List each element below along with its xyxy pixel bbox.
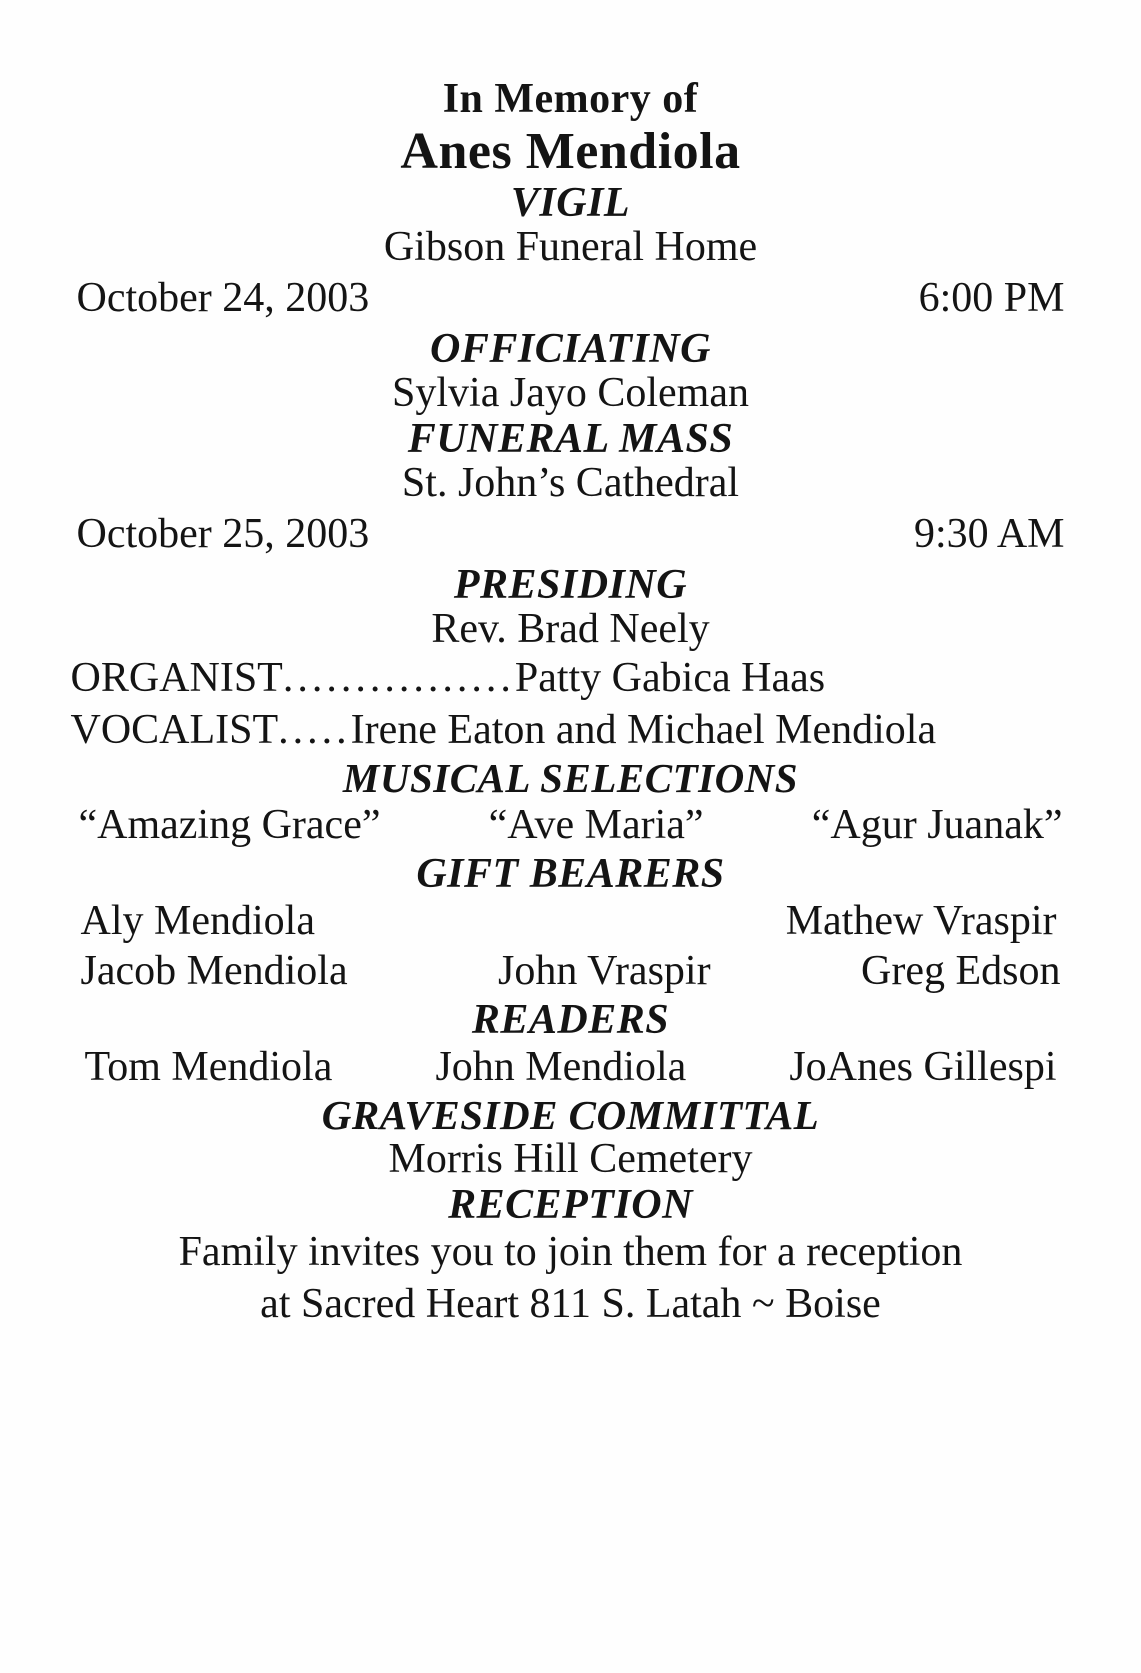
musical-selections-heading: MUSICAL SELECTIONS bbox=[342, 755, 799, 801]
vigil-heading: VIGIL bbox=[510, 180, 631, 226]
in-memory-of-heading: In Memory of bbox=[442, 76, 699, 122]
funeral-mass-location: St. John’s Cathedral bbox=[401, 460, 740, 506]
organist-row bbox=[71, 654, 1071, 702]
graveside-committal-heading: GRAVESIDE COMMITTAL bbox=[321, 1092, 820, 1138]
funeral-mass-date: October 25, 2003 bbox=[76, 511, 370, 557]
gift-bearer-name: Mathew Vraspir bbox=[785, 898, 1057, 944]
organist-dots: ................ bbox=[282, 655, 515, 701]
musical-selection-item: “Agur Juanak” bbox=[811, 802, 1063, 848]
vocalist-dots: ..... bbox=[278, 707, 351, 753]
gift-bearers-list bbox=[71, 897, 1071, 995]
program-content bbox=[71, 0, 1071, 1329]
musical-selection-item: “Amazing Grace” bbox=[78, 802, 381, 848]
vigil-location: Gibson Funeral Home bbox=[383, 224, 758, 270]
musical-selections-list bbox=[71, 801, 1071, 849]
funeral-mass-time: 9:30 AM bbox=[913, 511, 1065, 557]
gift-bearer-name: Greg Edson bbox=[861, 948, 1061, 994]
officiating-heading: OFFICIATING bbox=[430, 326, 711, 372]
gift-bearer-name: John Vraspir bbox=[498, 948, 711, 994]
reader-name: John Mendiola bbox=[435, 1044, 687, 1090]
reader-name: Tom Mendiola bbox=[84, 1044, 333, 1090]
reception-heading: RECEPTION bbox=[448, 1182, 693, 1228]
gift-bearers-row bbox=[71, 897, 1071, 945]
vocalist-name: Irene Eaton and Michael Mendiola bbox=[350, 707, 937, 753]
organist-label: ORGANIST bbox=[70, 655, 283, 701]
vocalist-row bbox=[71, 706, 1071, 754]
reception-line-1: Family invites you to join them for a reception bbox=[178, 1229, 963, 1275]
reader-name: JoAnes Gillespi bbox=[789, 1044, 1057, 1090]
vigil-time: 6:00 PM bbox=[918, 275, 1065, 321]
officiating-person: Sylvia Jayo Coleman bbox=[392, 370, 749, 416]
vigil-date: October 24, 2003 bbox=[76, 275, 370, 321]
deceased-name: Anes Mendiola bbox=[400, 123, 741, 180]
musical-selection-item: “Ave Maria” bbox=[488, 802, 704, 848]
vocalist-label: VOCALIST bbox=[70, 707, 279, 753]
gift-bearers-heading: GIFT BEARERS bbox=[416, 851, 725, 897]
presiding-person: Rev. Brad Neely bbox=[431, 606, 710, 652]
organist-name: Patty Gabica Haas bbox=[514, 655, 826, 701]
funeral-mass-date-time-row bbox=[71, 510, 1071, 558]
gift-bearer-name: Aly Mendiola bbox=[80, 898, 315, 944]
vigil-date-time-row bbox=[71, 274, 1071, 322]
graveside-committal-location: Morris Hill Cemetery bbox=[388, 1136, 753, 1182]
funeral-mass-heading: FUNERAL MASS bbox=[407, 416, 734, 462]
presiding-heading: PRESIDING bbox=[453, 562, 688, 608]
gift-bearer-name: Jacob Mendiola bbox=[80, 948, 348, 994]
gift-bearers-row bbox=[71, 947, 1071, 995]
readers-heading: READERS bbox=[471, 997, 670, 1043]
reception-line-2: at Sacred Heart 811 S. Latah ~ Boise bbox=[260, 1280, 881, 1327]
readers-list bbox=[71, 1043, 1071, 1091]
